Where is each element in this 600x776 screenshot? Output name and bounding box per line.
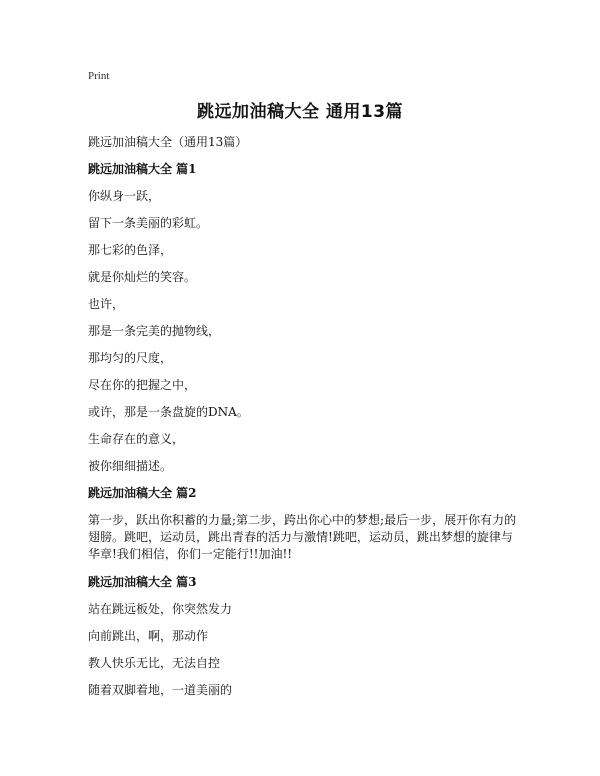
poem-line: 或许，那是一条盘旋的DNA。 <box>88 405 249 419</box>
poem-line: 那是一条完美的抛物线， <box>88 324 221 338</box>
section-heading: 跳远加油稿大全 篇1 <box>88 162 197 176</box>
document-body <box>88 134 518 709</box>
page-title: 跳远加油稿大全 通用13篇 <box>196 102 404 122</box>
section-heading: 跳远加油稿大全 篇3 <box>88 575 197 589</box>
poem-line: 你纵身一跃， <box>88 189 161 203</box>
poem-line: 被你细细描述。 <box>88 459 173 473</box>
poem-line: 留下一条美丽的彩虹。 <box>88 216 209 230</box>
subtitle: 跳远加油稿大全（通用13篇） <box>88 135 248 149</box>
poem-line: 尽在你的把握之中， <box>88 378 197 392</box>
poem-line: 也许， <box>88 297 125 311</box>
poem-line: 向前跳出，啊，那动作 <box>88 629 209 643</box>
poem-line: 随着双脚着地，一道美丽的 <box>88 683 233 697</box>
poem-line: 那七彩的色泽， <box>88 243 173 257</box>
poem-line: 生命存在的意义， <box>88 432 185 446</box>
poem-line: 那均匀的尺度， <box>88 351 173 365</box>
poem-line: 教人快乐无比，无法自控 <box>88 656 221 670</box>
paragraph: 第一步，跃出你积蓄的力量;第二步，跨出你心中的梦想;最后一步，展开你有力的翅膀。跳吧，运动员，跳出青春的活力与激情!跳吧，运动员，跳出梦想的旋律与华章!我们相信，你们一定能行!!加油!! <box>88 513 517 561</box>
poem-line: 就是你灿烂的笑容。 <box>88 270 197 284</box>
poem-line: 站在跳远板处，你突然发力 <box>88 602 233 616</box>
section-heading: 跳远加油稿大全 篇2 <box>88 486 197 500</box>
print-label[interactable]: Print <box>88 70 110 82</box>
